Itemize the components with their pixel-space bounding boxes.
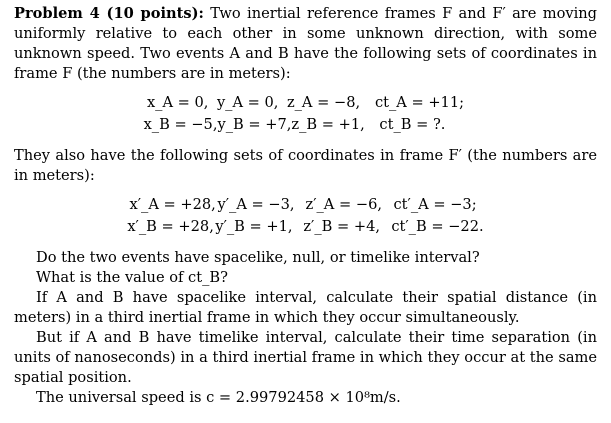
- coord-zprime-a: z′_A = −6,: [305, 196, 382, 213]
- coord-ct-a: ct_A = +11;: [374, 94, 465, 111]
- coord-z-a: z_A = −8,: [286, 94, 361, 111]
- coord-ct-b: ct_B = ?.: [379, 116, 446, 133]
- question-ct-b: What is the value of ct_B?: [36, 269, 228, 286]
- coord-zprime-b: z′_B = +4,: [303, 218, 381, 235]
- coord-y-a: y_A = 0,: [216, 94, 279, 111]
- coord-yprime-b: y′_B = +1,: [215, 218, 293, 235]
- question-timelike: But if A and B have timelike interval, calculate their time separation (in units of nanoseconds) in a third inertial frame in which they occur at the same spatial position.: [14, 329, 597, 386]
- coord-ctprime-b: ct′_B = −22.: [391, 218, 484, 235]
- coord-x-a: x_A = 0,: [146, 94, 209, 111]
- coord-ctprime-a: ct′_A = −3;: [393, 196, 477, 213]
- event-a-coordinates-f: [147, 92, 464, 114]
- coord-yprime-a: y′_A = −3,: [217, 196, 295, 213]
- coord-z-b: z_B = +1,: [291, 116, 365, 133]
- problem-intro: Two inertial reference frames F and F′ are moving uniformly relative to each other in some unknown direction, with some unknown speed. Two events A and B have the following sets of coordinates in frame F (the numbers are in meters):: [14, 5, 598, 82]
- problem-intro-paragraph: [14, 4, 597, 84]
- event-b-coordinates-f: [144, 114, 468, 136]
- universal-speed-line: The universal speed is c = 2.99792458 × 10⁸m/s.: [36, 389, 401, 406]
- event-a-coordinates-fprime: [130, 194, 482, 216]
- coord-x-b: x_B = −5,: [143, 116, 218, 133]
- frame-fprime-coordinates: [14, 194, 597, 238]
- question-interval-type: Do the two events have spacelike, null, or timelike interval?: [36, 249, 480, 266]
- problem-header: Problem 4 (10 points):: [14, 5, 204, 22]
- coord-xprime-a: x′_A = +28,: [129, 196, 216, 213]
- coord-y-b: y_B = +7,: [217, 116, 292, 133]
- transition-paragraph: They also have the following sets of coordinates in frame F′ (the numbers are in meters):: [14, 147, 597, 184]
- coord-xprime-b: x′_B = +28,: [127, 218, 214, 235]
- frame-f-coordinates: [14, 92, 597, 136]
- question-spacelike: If A and B have spacelike interval, calculate their spatial distance (in meters) in a third inertial frame in which they occur simultaneously.: [14, 289, 597, 326]
- event-b-coordinates-fprime: [127, 216, 483, 238]
